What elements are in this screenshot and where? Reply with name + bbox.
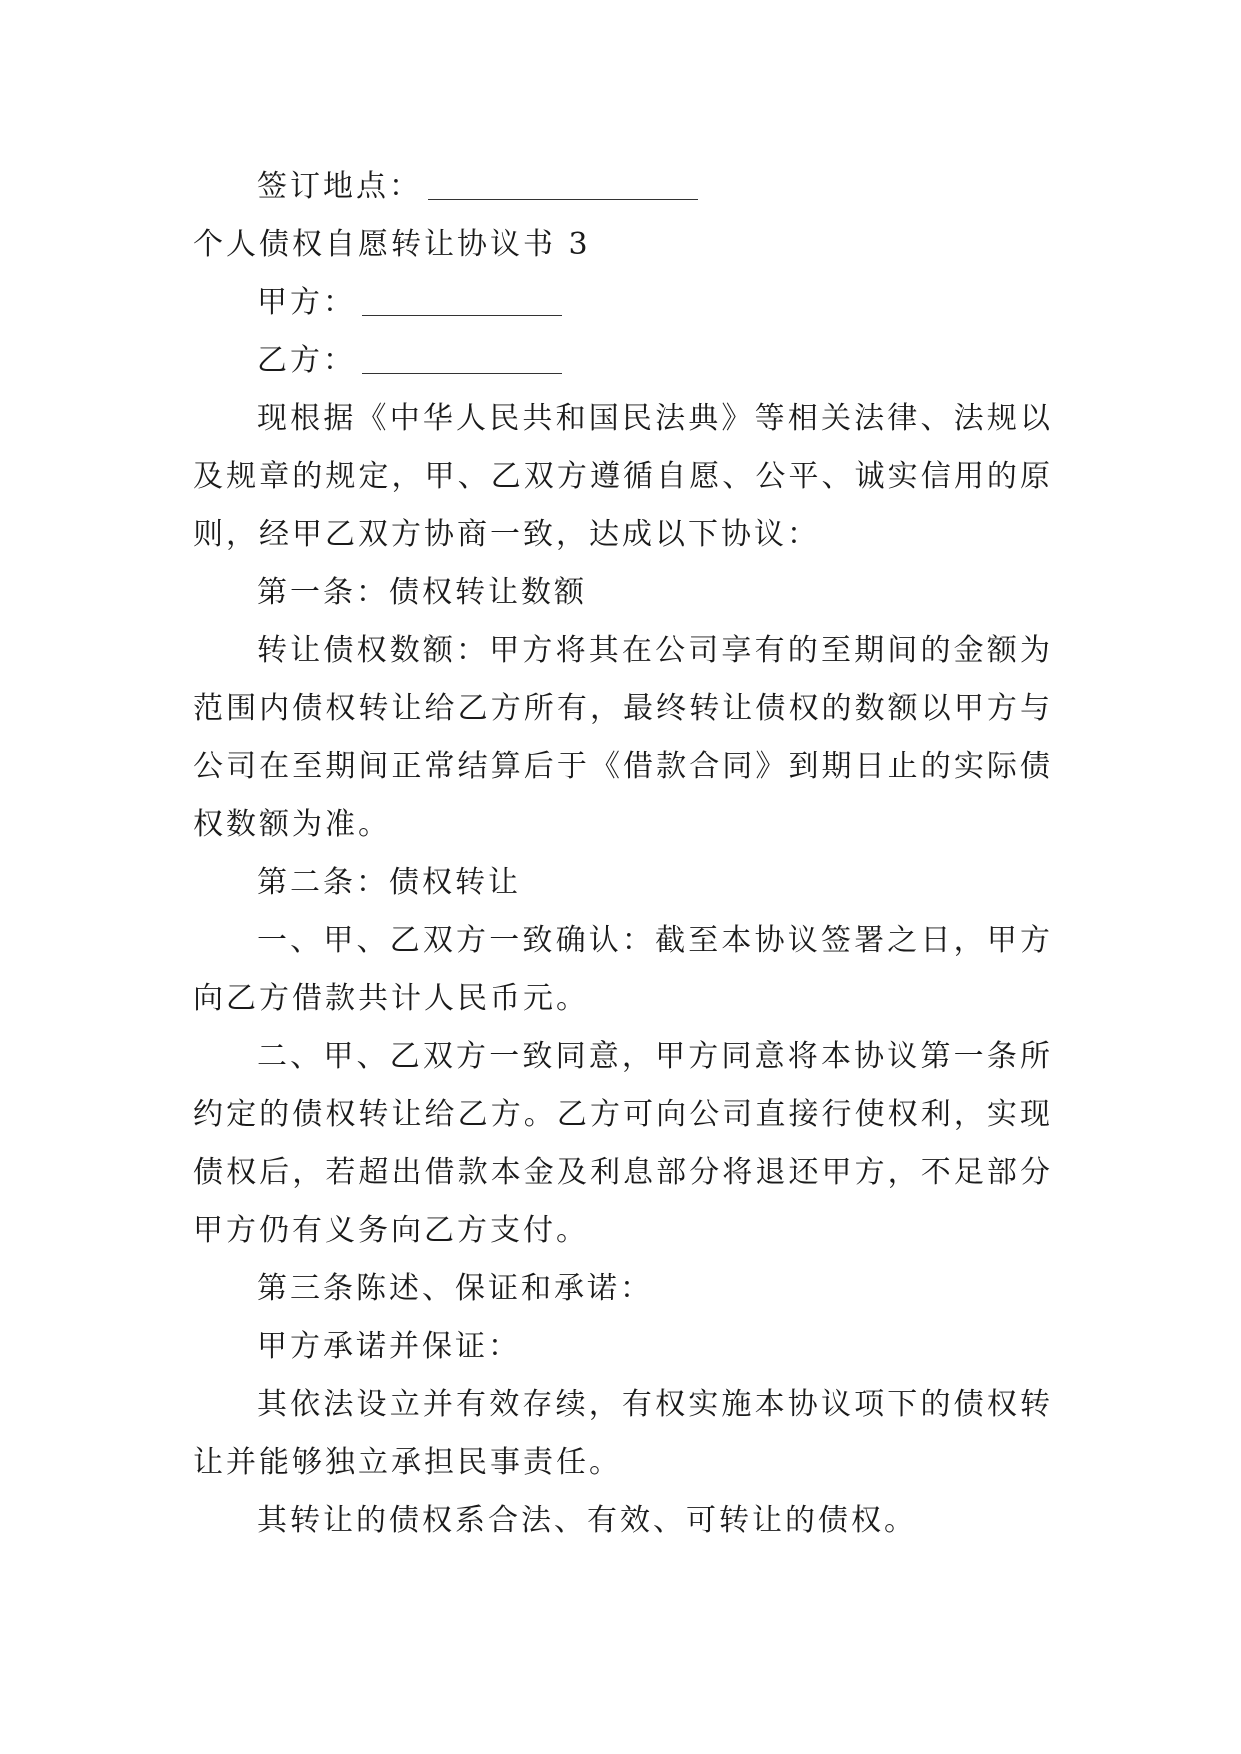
party-a-line	[193, 274, 1053, 332]
party-b-label: 乙方：	[257, 343, 356, 378]
article-2-heading: 第二条：债权转让	[257, 865, 521, 900]
party-a-label: 甲方：	[257, 285, 356, 320]
document-body	[193, 158, 1053, 1550]
party-b-line	[193, 332, 1053, 390]
party-b-blank	[362, 347, 562, 374]
signing-place-line	[193, 158, 1053, 216]
party-a-blank	[362, 289, 562, 316]
article-3-item-1: 其依法设立并有效存续，有权实施本协议项下的债权转让并能够独立承担民事责任。	[193, 1387, 1053, 1480]
article-1-body: 转让债权数额：甲方将其在公司享有的至期间的金额为范围内债权转让给乙方所有，最终转让债权的数额以甲方与公司在至期间正常结算后于《借款合同》到期日止的实际债权数额为准。	[193, 633, 1053, 842]
intro-paragraph: 现根据《中华人民共和国民法典》等相关法律、法规以及规章的规定，甲、乙双方遵循自愿、公平、诚实信用的原则，经甲乙双方协商一致，达成以下协议：	[193, 401, 1053, 552]
document-title: 个人债权自愿转让协议书 3	[193, 227, 591, 262]
article-2-item-2: 二、甲、乙双方一致同意，甲方同意将本协议第一条所约定的债权转让给乙方。乙方可向公司直接行使权利，实现债权后，若超出借款本金及利息部分将退还甲方，不足部分甲方仍有义务向乙方支付。	[193, 1039, 1053, 1248]
article-3-item-2: 其转让的债权系合法、有效、可转让的债权。	[257, 1503, 917, 1538]
article-3-subheading: 甲方承诺并保证：	[257, 1329, 521, 1364]
article-3-heading: 第三条陈述、保证和承诺：	[257, 1271, 653, 1306]
signing-place-blank	[428, 173, 698, 200]
article-2-item-1: 一、甲、乙双方一致确认：截至本协议签署之日，甲方向乙方借款共计人民币元。	[193, 923, 1053, 1016]
signing-place-label: 签订地点：	[257, 169, 422, 204]
article-1-heading: 第一条：债权转让数额	[257, 575, 587, 610]
